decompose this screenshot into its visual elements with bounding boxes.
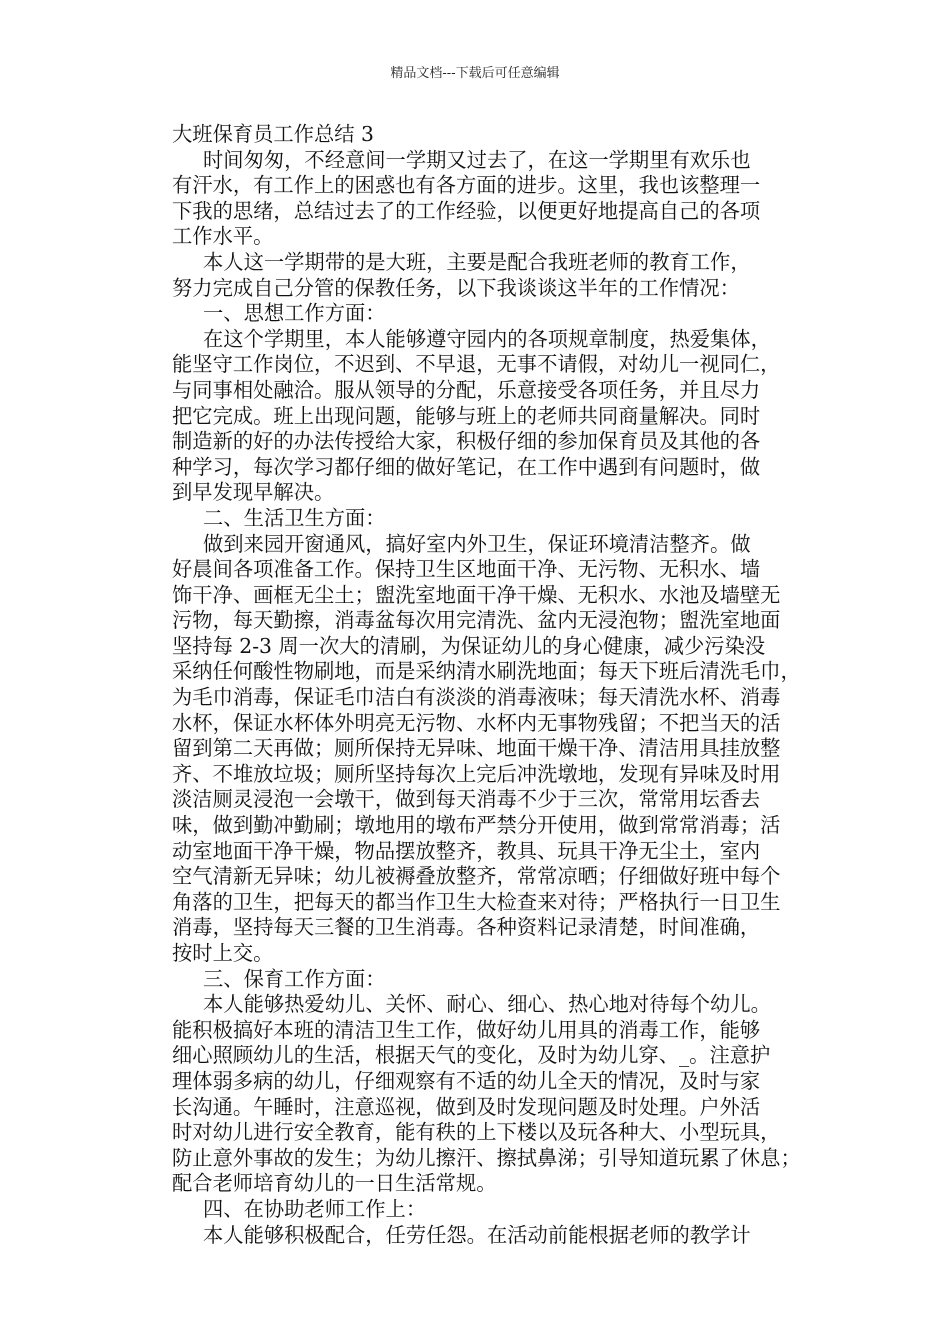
- text-line: 本人能够积极配合，任劳任怨。在活动前能根据老师的教学计: [203, 1222, 751, 1247]
- text-line: 齐、不堆放垃圾；厕所坚持每次上完后冲洗墩地，发现有异味及时用: [172, 761, 781, 786]
- text-line: 二、生活卫生方面：: [203, 505, 386, 530]
- text-line: 污物，每天勤擦，消毒盆每次用完清洗、盆内无浸泡物；盥洗室地面: [172, 608, 781, 633]
- text-line: 长沟通。午睡时，注意巡视，做到及时发现问题及时处理。户外活: [172, 1094, 761, 1119]
- text-line: 种学习，每次学习都仔细的做好笔记，在工作中遇到有问题时，做: [172, 454, 761, 479]
- text-line: 努力完成自己分管的保教任务，以下我谈谈这半年的工作情况：: [172, 275, 740, 300]
- text-line: 角落的卫生，把每天的都当作卫生大检查来对待；严格执行一日卫生: [172, 889, 781, 914]
- text-line: 四、在协助老师工作上：: [203, 1196, 427, 1221]
- text-line: 水杯，保证水杯体外明亮无污物、水杯内无事物残留；不把当天的活: [172, 710, 781, 735]
- text-line: 一、思想工作方面：: [203, 301, 386, 326]
- text-line: 采纳任何酸性物刷地，而是采纳清水刷洗地面；每天下班后清洗毛巾，: [172, 659, 801, 684]
- document-title: 大班保育员工作总结 3: [172, 122, 374, 146]
- text-line: 制造新的好的办法传授给大家，积极仔细的参加保育员及其他的各: [172, 429, 761, 454]
- text-line: 到早发现早解决。: [172, 480, 335, 505]
- text-line: 配合老师培育幼儿的一日生活常规。: [172, 1171, 497, 1196]
- text-line: 细心照顾幼儿的生活，根据天气的变化，及时为幼儿穿、_。注意护: [172, 1043, 771, 1068]
- text-line: 能积极搞好本班的清洁卫生工作，做好幼儿用具的消毒工作，能够: [172, 1017, 761, 1042]
- text-line: 饰干净、画框无尘土；盥洗室地面干净干燥、无积水、水池及墙壁无: [172, 582, 781, 607]
- text-line: 本人这一学期带的是大班，主要是配合我班老师的教育工作，: [203, 249, 751, 274]
- text-line: 时间匆匆，不经意间一学期又过去了，在这一学期里有欢乐也: [203, 147, 751, 172]
- text-line: 下我的思绪，总结过去了的工作经验，以便更好地提高自己的各项: [172, 198, 761, 223]
- page-header: 精品文档---下载后可任意编辑: [390, 66, 560, 81]
- text-line: 与同事相处融洽。服从领导的分配，乐意接受各项任务，并且尽力: [172, 377, 761, 402]
- text-line: 防止意外事故的发生；为幼儿擦汗、擦拭鼻涕；引导知道玩累了休息；: [172, 1145, 801, 1170]
- text-line: 好晨间各项准备工作。保持卫生区地面干净、无污物、无积水、墙: [172, 557, 761, 582]
- text-line: 淡洁厕灵浸泡一会墩干，做到每天消毒不少于三次，常常用坛香去: [172, 787, 761, 812]
- text-line: 按时上交。: [172, 941, 274, 965]
- document-paragraphs: [172, 148, 812, 1249]
- text-line: 在这个学期里，本人能够遵守园内的各项规章制度，热爱集体，: [203, 326, 771, 351]
- document-body: [172, 122, 812, 1248]
- text-line: 坚持每 2-3 周一次大的清刷，为保证幼儿的身心健康，减少污染没: [172, 633, 766, 658]
- text-line: 做到来园开窗通风，搞好室内外卫生，保证环境清洁整齐。做: [203, 531, 751, 556]
- text-line: 留到第二天再做；厕所保持无异味、地面干燥干净、清洁用具挂放整: [172, 736, 781, 761]
- text-line: 味，做到勤冲勤刷；墩地用的墩布严禁分开使用，做到常常消毒；活: [172, 813, 781, 838]
- text-line: 本人能够热爱幼儿、关怀、耐心、细心、热心地对待每个幼儿。: [203, 992, 771, 1017]
- text-line: 动室地面干净干燥，物品摆放整齐，教具、玩具干净无尘土，室内: [172, 838, 761, 863]
- text-line: 消毒，坚持每天三餐的卫生消毒。各种资料记录清楚，时间准确，: [172, 915, 761, 940]
- text-line: 理体弱多病的幼儿，仔细观察有不适的幼儿全天的情况，及时与家: [172, 1068, 761, 1093]
- text-line: 为毛巾消毒，保证毛巾洁白有淡淡的消毒液味；每天清洗水杯、消毒: [172, 685, 781, 710]
- text-line: 能坚守工作岗位，不迟到、不早退，无事不请假，对幼儿一视同仁，: [172, 352, 781, 377]
- text-line: 有汗水，有工作上的困惑也有各方面的进步。这里，我也该整理一: [172, 173, 761, 198]
- text-line: 把它完成。班上出现问题，能够与班上的老师共同商量解决。同时: [172, 403, 761, 428]
- text-line: 时对幼儿进行安全教育，能有秩的上下楼以及玩各种大、小型玩具，: [172, 1120, 781, 1145]
- text-line: 三、保育工作方面：: [203, 966, 386, 991]
- text-line: 空气清新无异味；幼儿被褥叠放整齐，常常凉晒；仔细做好班中每个: [172, 864, 781, 889]
- text-line: 工作水平。: [172, 224, 274, 249]
